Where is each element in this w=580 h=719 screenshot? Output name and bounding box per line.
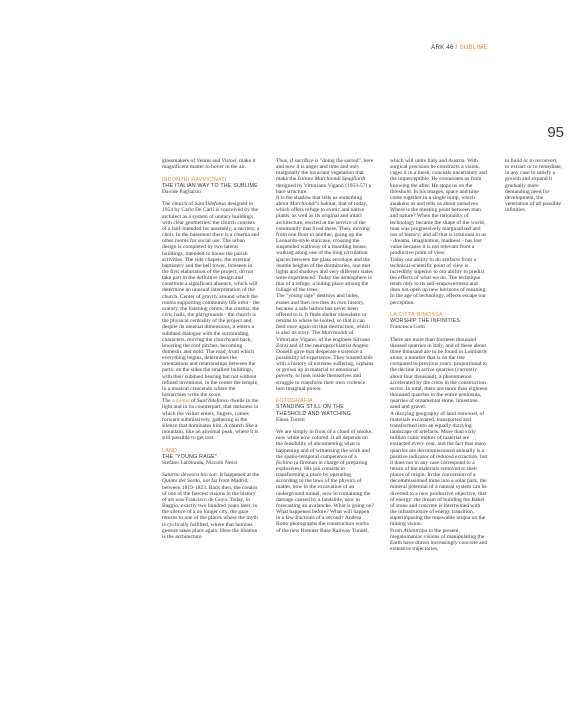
text-column-2 xyxy=(276,158,374,534)
body-paragraph: Today our ability to do artifacts from a technical-scientific point of view is incredibly superior to our ability to predict the effects of what we do. The technique tends only to its self-empowerment and does not open up new horizons of meaning. In the age of technology, effects escape our perception. xyxy=(390,256,487,306)
body-paragraph: It is the shadow that tells us something about Marchiondi's habitat, that of today, which offers refuge to exotic and native plants, as well as its original and intact architecture, erected at the service of the community that lived there. Then, moving from one floor to another, going up the Leonardo-style staircase, crossing the suspended walkway of a boarding house, walking along one of the long circulation spaces between the glass envelope and the double heights of the dormitories, one met lights and shadows and very different states were experienced. Today the atmosphere is that of a refuge, a hiding place among the foliage of the trees. xyxy=(276,194,373,294)
body-paragraph: There are more than fourteen thousand disused quarries in Italy, and of these about three thousand are to be found in Lombardy alone, a number that is on the rise compared to previous years, proportional to the decline in active quarries (currently about four thousand), a phenomenon accelerated by the crisis in the construction sector. In total, there are more than eighteen thousand quarries in the entire peninsula, quarries of ornamental stone, limestone, sand and gravel. xyxy=(390,336,488,411)
intro-paragraph: glassmakers of Venini and Vistosi, make it magnificent matter to hover in the air. xyxy=(162,158,256,171)
section-author-citta: Francesca Gotti xyxy=(390,324,425,331)
body-paragraph: Saturno devoura hio son. It happened at the Quinta del Sordo, not far from Madrid, between 1819-1823. Back then, the creator of one of the fiercest visions in the history of art was Francisco de Goya. Today, in Baggio, exactly two hundred years later, in the silence of a no longer city, the gaze returns to one of the places where the myth is cyclically fulfilled, where that heinous gesture takes place again. Here the libation is the architecture. xyxy=(162,472,260,540)
body-paragraph: to build or to reconvert, to extract or to remediate, in any case to satisfy a growth and expand it gradually more demanding need for development, the veneration of all possible infinities. xyxy=(505,158,563,214)
page-number: 95 xyxy=(547,124,564,141)
text-column-3 xyxy=(390,158,488,552)
body-paragraph: From Atlantropa to the present, megalomaniac visions of manipulating the Earth have drawn increasingly concrete and extensive trajectories, xyxy=(390,527,488,552)
header-separator: / xyxy=(455,44,458,51)
body-paragraph: The sublime of Sant'Ildefonso dwells in the light and in its counterpart, that darkness in which the visitor enters, lingers, comes forward submissively, gathering in the silence that dominates him. A church like a mountain, like an abysmal peak, where it is still possible to get lost. xyxy=(162,398,259,442)
magazine-issue: ARK 46 xyxy=(431,44,454,51)
body-paragraph: The "young rage" destroys and hides, erases and then rewrites its own history, because a safe harbor has never been offered to it. It finds shelter elsewhere or returns to where he looted, so that it can feed once again on that destruction, which is also its story. The Marchiondi of Vittoriano Viganò, of the engineer Silvano Zorzi and of the neuropsychiatrist Angelo Donelli gave that desperate existence a possibility of experience. They wanted kids with a history of extreme suffering, orphans or grown up in material or emotional poverty, to look inside themselves and struggle to transform their own violence into imaginal power. xyxy=(276,293,374,392)
header-section: SUBLIME xyxy=(459,44,488,51)
section-subtitle-fotografia: STANDING STILL ON THE THESHOLD AND WATCHING xyxy=(276,404,352,417)
text-column-1 xyxy=(162,158,260,540)
section-title-fotografia: FOTOGRAFIA xyxy=(276,398,313,405)
body-paragraph: A dizzying geography of land removed, of materials excavated, transported and transformed into an equally dizzying landscape of artefacts. More than sixty million cubic metres of material are extracted every year, and the fact that many quarries are decommissioned annually is a positive indicator of reduced extraction, but it does not in any case correspond to a return of the materials removed to their places of origin. In the conversion of a decommissioned mine into a solar park, the mineral potential of a natural system can be diverted to a new productive objective, that of energy: the dream of building the Babel of stone and concrete is intertwined with the infrastructure of energy transition, superimposing the renewable utopia on the mining vision. xyxy=(390,410,488,528)
section-title-citta: LA CITTÀ RIMOSSA xyxy=(390,311,443,318)
section-subtitle-citta: WORSHIP THE INFINITIES xyxy=(390,318,461,325)
text-column-4 xyxy=(505,158,563,213)
section-author-incontri: Davide Pagliarini xyxy=(162,188,201,195)
section-title-land: LAND xyxy=(162,447,178,454)
section-author-land: Stefano Larotonda, Niccolò Nessi xyxy=(162,459,238,466)
section-subtitle-land: THE "YOUNG RAGE" xyxy=(162,453,217,460)
section-title-incontri: INCONTRI RAVVICINATI xyxy=(162,176,227,183)
section-subtitle-incontri: THE ITALIAN WAY TO THE SUBLIME xyxy=(162,182,258,189)
body-paragraph: Where is the meeting point between man and nature? When the rationality of technology became the shape of the world, man was progressively marginalized and out of history; and all that is irrational in us - dreams, imagination, madness - has lost value because it is not relevant from a productive point of view. xyxy=(390,207,487,257)
section-author-fotografia: Elena Turetti xyxy=(276,416,305,423)
body-paragraph: Thus, if sacrifice is "doing the sacred", here and now it is anger and time and only marginally the luxuriant vegetation that make the Istituto Marchiondi Spagliardi designed by Vittoriano Viganò (1953-57) a bare structure. xyxy=(276,158,374,195)
body-paragraph: We are simply in front of a cloud of smoke, now white now colored. It all depends on the feasibility of documenting what is happening and of witnessing the work and the spatio-temporal competence of a fochino (a fireman in charge of preparing explosives). His job consists in transforming a place by operating according to the laws of the physics of matter, now in the excavation of an underground tunnel, now in containing the damage caused by a landslide, now in forecasting an avalanche. What is going on? What happened before? What will happen in a few fractions of a second? Andrea Botto photographs the construction works of the new Brenner Base Railway Tunnel, xyxy=(276,429,375,534)
body-paragraph: which will unite Italy and Austria. With surgical precision he constructs a vision, cages it in a mesh, conceals uncertainty and the imperceptible. He exonerates us from knowing the after. He stops us on the threshold. In his images, space and time come together in a single lump, which awakens us and tells us about ourselves. xyxy=(390,158,488,208)
body-paragraph: The church of Sant'Ildefonso designed in 1954 by Carlo De Carli is conceived by the architect as a system of unitary buildings with clear geometries: the church consists of a half-intended for assembly, a sacristy, a choir. In the basement there is a cinema and other rooms for social use. The urban design is completed by two lateral buildings, intended to house the parish activities. The side chapels, the external baptistery and the bell tower, foreseen in the first elaboration of the project, do not take part in the definitive design and constitute a significant absence, which will determine an unusual interpretation of the church. Center of gravity around which the rooms supporting community life orbit - the oratory, the listening centre, the cinema, the civic halls, the playgrounds - the church is the physical centrality of the project and, despite its unusual dimensions, it enters a subdued dialogue with the surrounding characters, moving the churchyard back, lowering the roof pitches, becoming domestic and mild. The road, from which everything begins, determines the orientations and relationships between the parts: on the sides the smallest buildings, with their subdued bearing but not without refined inventions, in the center the temple, in a musical crescendo where the hierarchies write the score. xyxy=(162,201,260,399)
running-header xyxy=(431,44,488,51)
